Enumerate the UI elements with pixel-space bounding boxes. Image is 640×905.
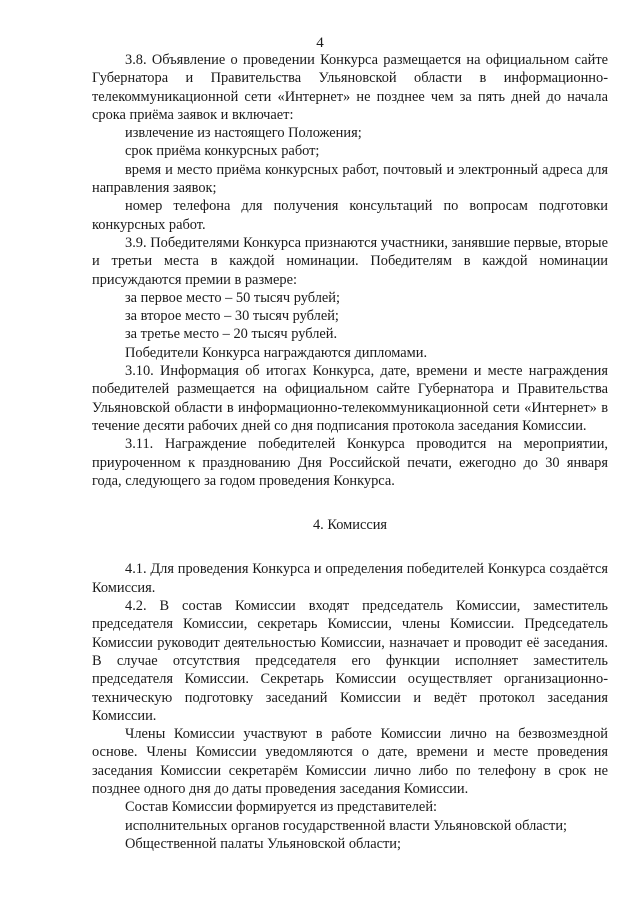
paragraph: номер телефона для получения консультаций по вопросам подготовки конкурсных работ. <box>92 198 608 233</box>
paragraph: 3.8. Объявление о проведении Конкурса размещается на официальном сайте Губернатора и Правительства Ульяновской области в информационно-телекоммуникационной сети «Интернет» не позднее чем за пять дней до начала срока приёма заявок и включает: <box>92 52 608 123</box>
document-body <box>92 51 608 853</box>
list-item: за второе место – 30 тысяч рублей; <box>125 308 339 325</box>
paragraph: 4.1. Для проведения Конкурса и определения победителей Конкурса создаётся Комиссия. <box>92 561 608 596</box>
section-3-continued <box>92 51 608 490</box>
list-item: извлечение из настоящего Положения; <box>125 125 362 142</box>
list-item: за третье место – 20 тысяч рублей. <box>125 326 338 343</box>
section-4-body <box>92 560 608 853</box>
list-item: исполнительных органов государственной власти Ульяновской области; <box>125 817 568 834</box>
paragraph: время и место приёма конкурсных работ, почтовый и электронный адреса для направления заявок; <box>92 161 608 197</box>
paragraph: 3.11. Награждение победителей Конкурса проводится на мероприятии, приуроченном к празднованию Дня Российской печати, ежегодно до 30 января года, следующего за годом проведения Конкурса. <box>92 436 608 489</box>
paragraph: 4.2. В состав Комиссии входят председатель Комиссии, заместитель председателя Комиссии, секретарь Комиссии, члены Комиссии. Председатель Комиссии руководит деятельностью Комиссии, назначает и проводит её заседания. В случае отсутствия председателя его функции исполняет заместитель председателя Комиссии. Секретарь Комиссии осуществляет организационно-техническую подготовку заседаний Комиссии и ведёт протокол заседания Комиссии. <box>92 598 608 724</box>
paragraph: Члены Комиссии участвуют в работе Комиссии лично на безвозмездной основе. Члены Комиссии уведомляются о дате, времени и месте проведения заседания Комиссии секретарём Комиссии лично либо по телефону в срок не позднее одного дня до даты проведения заседания Комиссии. <box>92 726 608 797</box>
list-item: Победители Конкурса награждаются дипломами. <box>125 344 428 361</box>
list-item: Общественной палаты Ульяновской области; <box>125 835 401 852</box>
page-number: 4 <box>316 35 324 51</box>
list-item: за первое место – 50 тысяч рублей; <box>125 289 340 306</box>
list-item: Состав Комиссии формируется из представителей: <box>125 799 438 816</box>
paragraph: 3.9. Победителями Конкурса признаются участники, занявшие первые, вторые и третьи места в каждой номинации. Победителям в каждой номинации присуждаются премии в размере: <box>92 234 608 288</box>
section-heading: 4. Комиссия <box>312 517 388 534</box>
paragraph: 3.10. Информация об итогах Конкурса, дате, времени и месте награждения победителей размещается на официальном сайте Губернатора и Правительства Ульяновской области в информационно-телекоммуникационной сети «Интернет» в течение десяти рабочих дней со дня подписания протокола заседания Комиссии. <box>92 363 608 434</box>
list-item: срок приёма конкурсных работ; <box>125 143 320 160</box>
